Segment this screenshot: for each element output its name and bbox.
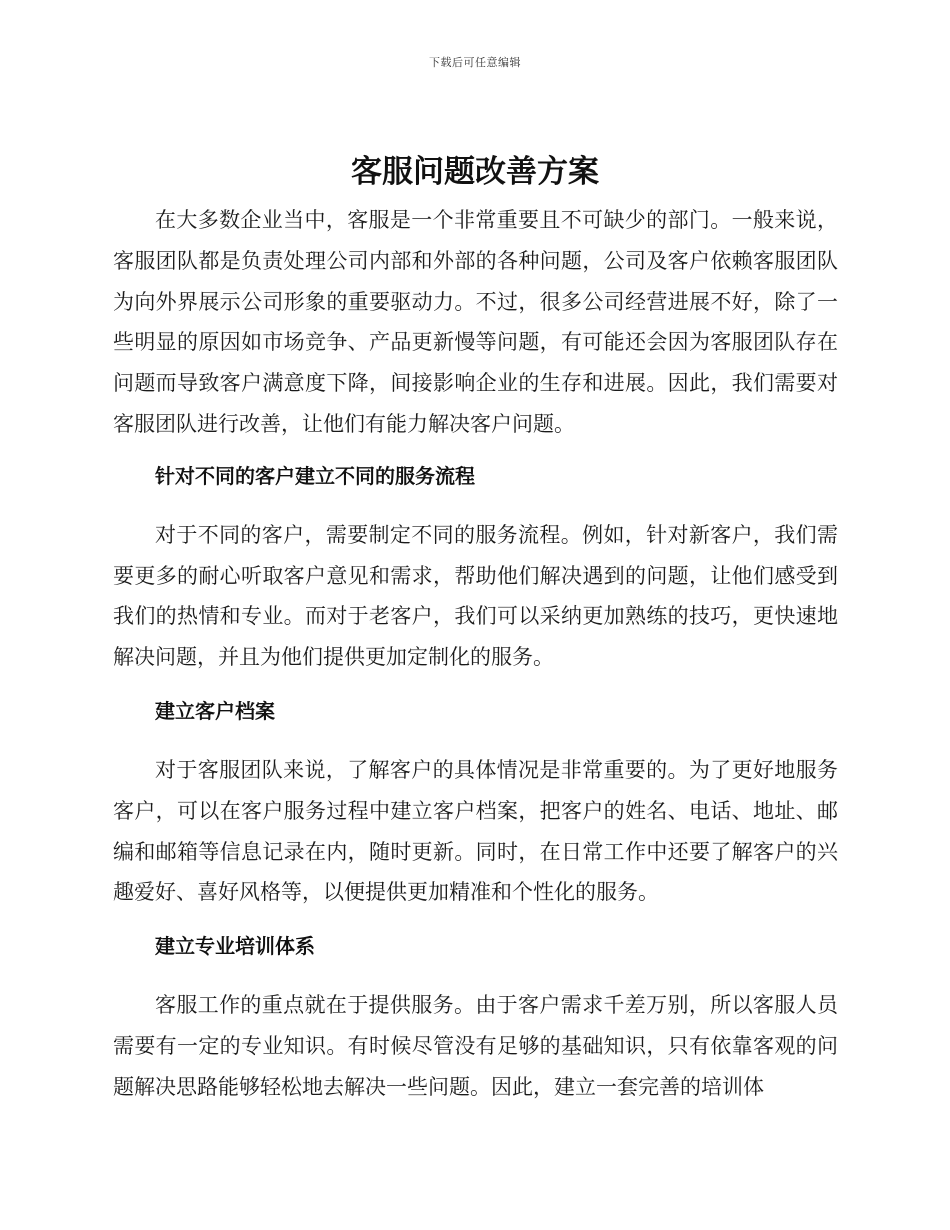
section-body-customer-records: 对于客服团队来说，了解客户的具体情况是非常重要的。为了更好地服务客户，可以在客户服务过程中建立客户档案，把客户的姓名、电话、地址、邮编和邮箱等信息记录在内，随时更新。同时，在日常工作中还要了解客户的兴趣爱好、喜好风格等，以便提供更加精准和个性化的服务。 [113, 757, 838, 905]
section-heading-customer-records: 建立客户档案 [155, 698, 275, 723]
section-body-service-process: 对于不同的客户，需要制定不同的服务流程。例如，针对新客户，我们需要更多的耐心听取客户意见和需求，帮助他们解决遇到的问题，让他们感受到我们的热情和专业。而对于老客户，我们可以采纳更加熟练的技巧，更快速地解决问题，并且为他们提供更加定制化的服务。 [113, 522, 838, 670]
document-body [113, 200, 838, 1108]
document-title: 客服问题改善方案 [351, 154, 599, 190]
section-heading-service-process: 针对不同的客户建立不同的服务流程 [155, 463, 475, 488]
section-heading-training-system: 建立专业培训体系 [155, 934, 315, 959]
section-body-training-system: 客服工作的重点就在于提供服务。由于客户需求千差万别，所以客服人员需要有一定的专业知识。有时候尽管没有足够的基础知识，只有依靠客观的问题解决思路能够轻松地去解决一些问题。因此，建立一套完善的培训体 [113, 993, 838, 1099]
page-header-note: 下载后可任意编辑 [429, 56, 521, 69]
intro-paragraph: 在大多数企业当中，客服是一个非常重要且不可缺少的部门。一般来说，客服团队都是负责处理公司内部和外部的各种问题，公司及客户依赖客服团队为向外界展示公司形象的重要驱动力。不过，很多公司经营进展不好，除了一些明显的原因如市场竞争、产品更新慢等问题，有可能还会因为客服团队存在问题而导致客户满意度下降，间接影响企业的生存和进展。因此，我们需要对客服团队进行改善，让他们有能力解决客户问题。 [113, 208, 838, 436]
